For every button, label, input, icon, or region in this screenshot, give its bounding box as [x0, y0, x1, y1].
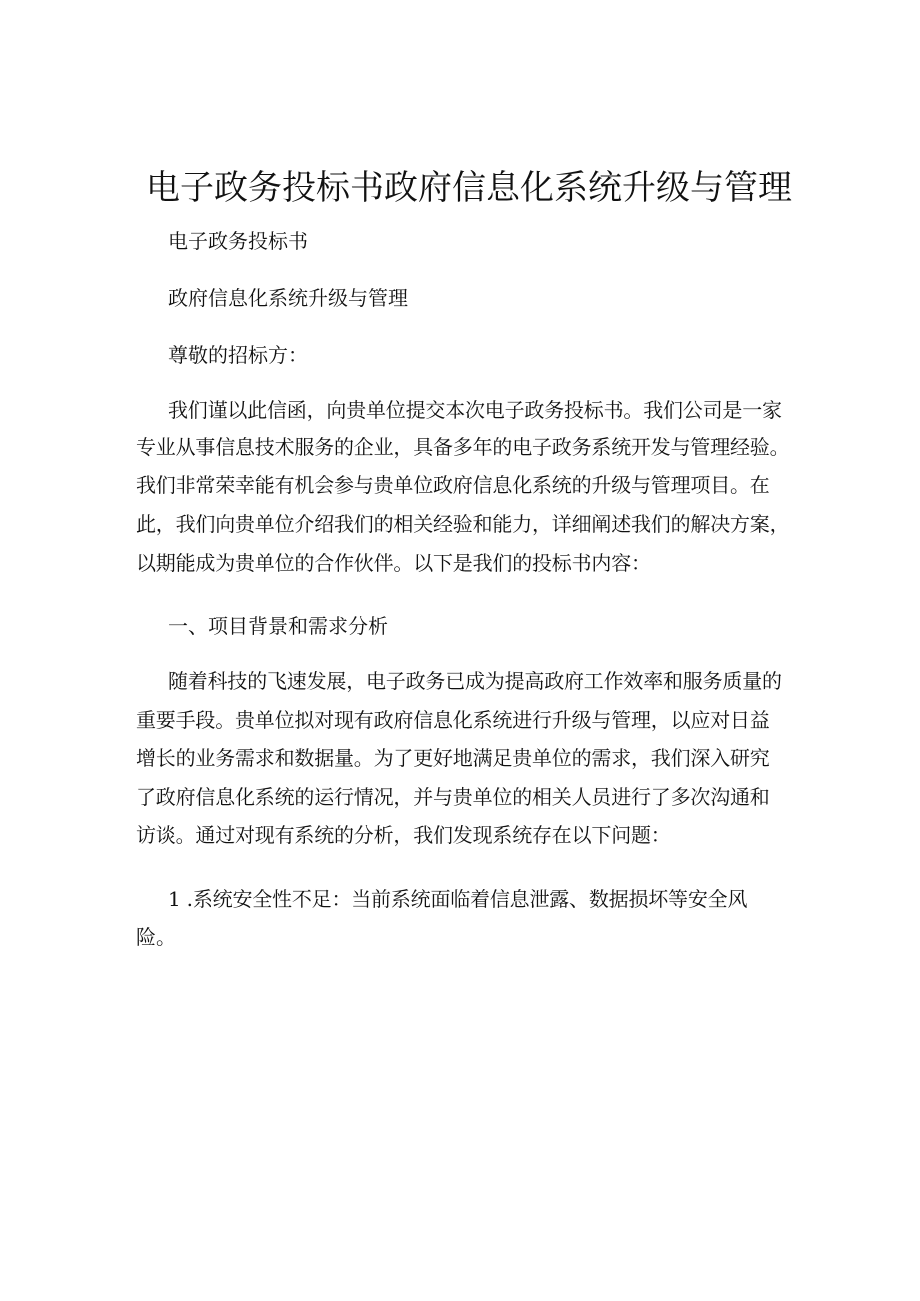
intro-line-2: 专业从事信息技术服务的企业，具备多年的电子政务系统开发与管理经验。	[136, 435, 790, 459]
intro-line-4: 此，我们向贵单位介绍我们的相关经验和能力，详细阐述我们的解决方案，	[136, 512, 790, 536]
problem-line-1: 1 .系统安全性不足：当前系统面临着信息泄露、数据损坏等安全风	[168, 887, 748, 911]
document-title: 电子政务投标书政府信息化系统升级与管理	[146, 168, 792, 208]
salutation: 尊敬的招标方：	[168, 343, 308, 367]
problem-line-2: 险。	[136, 925, 176, 949]
background-line-5: 访谈。通过对现有系统的分析，我们发现系统存在以下问题：	[136, 823, 671, 847]
background-line-2: 重要手段。贵单位拟对现有政府信息化系统进行升级与管理，以应对日益	[136, 708, 770, 732]
intro-line-5: 以期能成为贵单位的合作伙伴。以下是我们的投标书内容：	[136, 551, 651, 575]
subtitle-project: 政府信息化系统升级与管理	[168, 286, 408, 310]
background-line-3: 增长的业务需求和数据量。为了更好地满足贵单位的需求，我们深入研究	[136, 746, 770, 770]
background-line-4: 了政府信息化系统的运行情况，并与贵单位的相关人员进行了多次沟通和	[136, 785, 770, 809]
section-heading-background: 一、项目背景和需求分析	[168, 614, 388, 638]
background-line-1: 随着科技的飞速发展，电子政务已成为提高政府工作效率和服务质量的	[168, 669, 782, 693]
subtitle-tender: 电子政务投标书	[168, 229, 308, 253]
intro-line-1: 我们谨以此信函，向贵单位提交本次电子政务投标书。我们公司是一家	[168, 398, 782, 422]
intro-line-3: 我们非常荣幸能有机会参与贵单位政府信息化系统的升级与管理项目。在	[136, 473, 770, 497]
